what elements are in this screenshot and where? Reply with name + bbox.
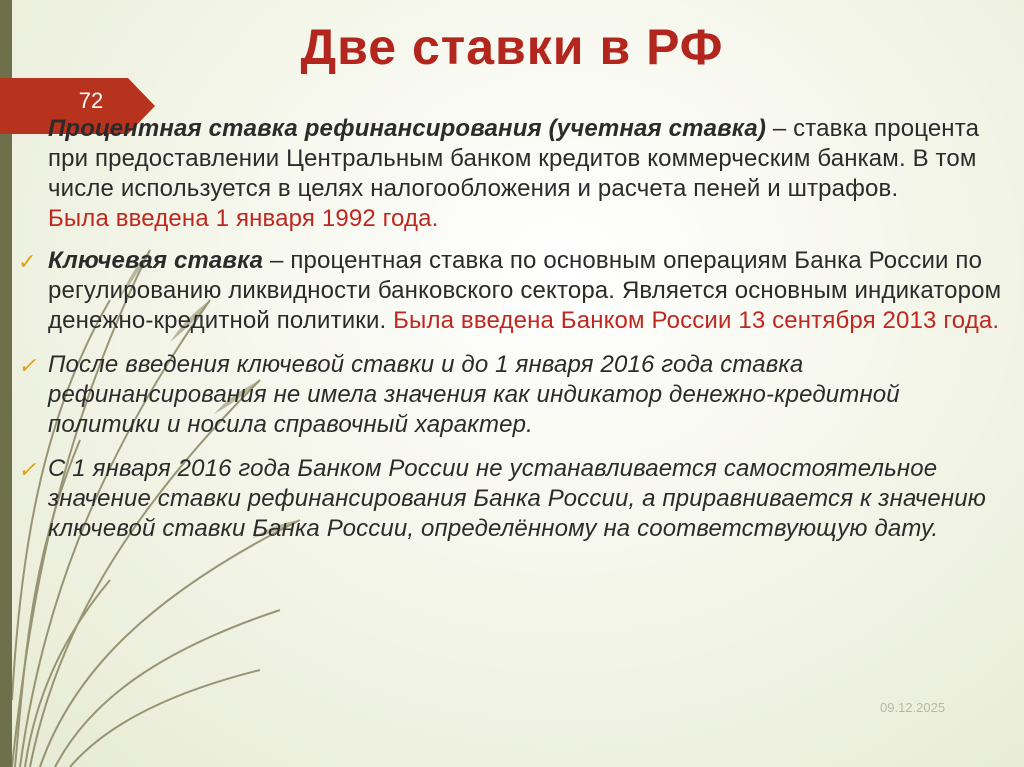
paragraph-after-key-rate	[18, 350, 1013, 440]
page-number: 72	[78, 88, 104, 113]
paragraph-key-rate	[18, 246, 1013, 336]
slide-title: Две ставки в РФ	[300, 19, 724, 75]
highlight-refinancing-date: Была введена 1 января 1992 года.	[48, 205, 439, 232]
text-key-rate: – процентная ставка по основным операциям Банка России по регулированию ликвидности банковского сектора. Является основным индикатором денежно-кредитной политики.	[48, 247, 1002, 334]
checkmark-icon: ✓	[18, 249, 37, 274]
highlight-key-rate-date: Была введена Банком России 13 сентября 2013 года.	[393, 307, 1000, 334]
checkmark-icon: ✓	[18, 457, 37, 482]
text-after-key-rate: После введения ключевой ставки и до 1 января 2016 года ставка рефинансирования не имела значения как индикатор денежно-кредитной политики и носила справочный характер.	[48, 351, 900, 438]
paragraph-refinancing-rate	[48, 114, 1013, 234]
term-refinancing-rate: Процентная ставка рефинансирования (учетная ставка)	[48, 115, 766, 142]
paragraph-since-2016	[18, 454, 1013, 544]
slide-body	[18, 114, 1013, 558]
term-key-rate: Ключевая ставка	[48, 247, 264, 274]
checkmark-icon: ✓	[18, 353, 37, 378]
slide-date: 09.12.2025	[880, 700, 946, 715]
text-refinancing-rate: – ставка процента при предоставлении Центральным банком кредитов коммерческим банкам. В том числе используется в целях налогообложения и расчета пеней и штрафов.	[48, 115, 980, 202]
text-since-2016: С 1 января 2016 года Банком России не устанавливается самостоятельное значение ставки рефинансирования Банка России, а приравнивается к значению ключевой ставки Банка России, определённому на соответствующую дату.	[48, 455, 986, 542]
